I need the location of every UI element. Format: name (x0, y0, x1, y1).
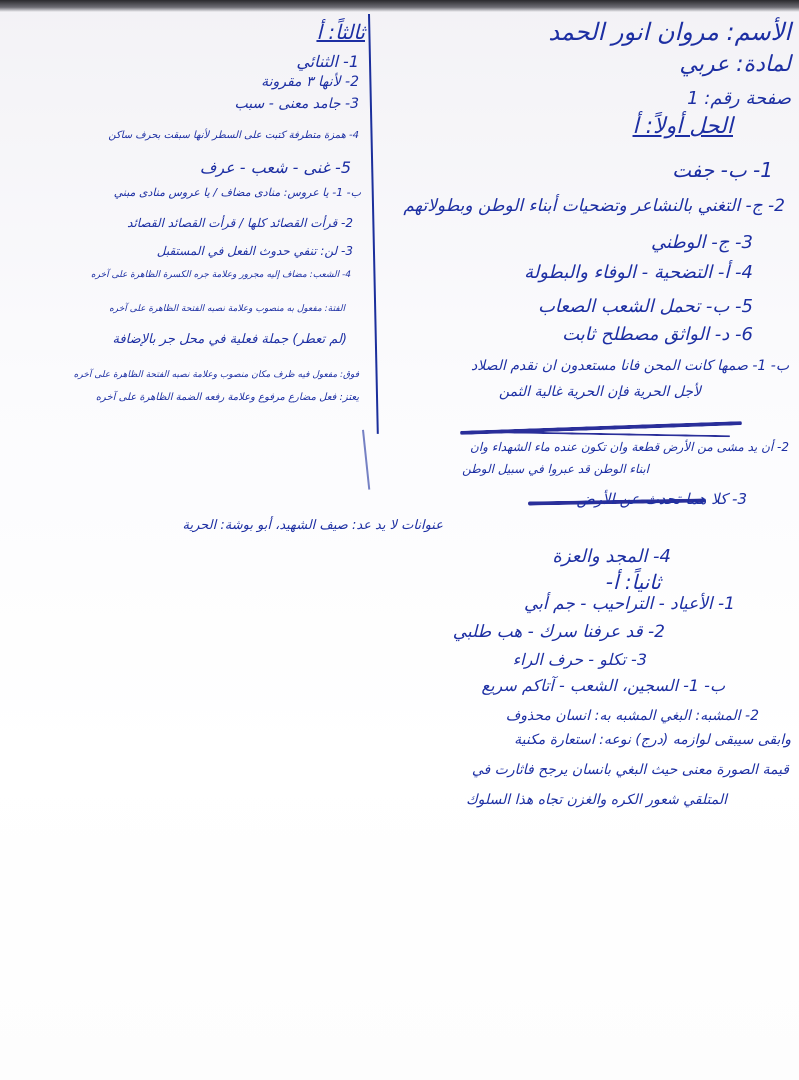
student-name: الأسم: مروان انور الحمد (548, 18, 791, 46)
grammar-answer-line: 1- الثنائي (296, 52, 359, 71)
answer-line: 3- ج- الوطني (650, 232, 753, 253)
section-second-title: ثانياً: أ- (605, 570, 661, 594)
answer-line: 2- قد عرفنا سرك - هب طلبي (452, 622, 665, 642)
column-divider-line (368, 14, 379, 434)
answer-line: 4- أ- التضحية - الوفاء والبطولة (524, 262, 753, 283)
crossed-out-scribble (470, 431, 730, 438)
grammar-answer-line: 3- جامد معنى - سبب (234, 96, 359, 112)
answer-line: 2- المشبه: البغي المشبه به: انسان محذوف (505, 708, 759, 724)
grammar-answer-line: ب- 1- يا عروس: منادى مضاف / يا عروس منادى مبني (113, 186, 361, 199)
answer-line: عنوانات لا يد عد: صيف الشهيد، أبو بوشة: الحرية (182, 518, 443, 533)
grammar-answer-line: 4- الشعب: مضاف إليه مجرور وعلامة جره الكسرة الظاهرة على آخره (90, 270, 351, 280)
section-first-title: الحل أولاً: أ (632, 114, 733, 139)
answer-line: 4- المجد والعزة (552, 546, 671, 567)
answer-line: 1- ب- جفت (672, 158, 773, 182)
answer-line: 2- ج- التغني بالنشاعر وتضحيات أبناء الوطن وبطولاتهم (403, 196, 785, 216)
answer-line: لأجل الحرية فإن الحرية غالية الثمن (498, 384, 701, 400)
grammar-answer-line: 4- همزة متطرفة كتبت على السطر لأنها سبقت بحرف ساكن (108, 130, 359, 141)
grammar-answer-line: يعتز: فعل مضارع مرفوع وعلامة رفعه الضمة الظاهرة على آخره (95, 392, 359, 403)
answer-line: ب- 1- السجين، الشعب - آتاكم سريع (481, 676, 725, 695)
grammar-answer-line: (لم تعطر) جملة فعلية في محل جر بالإضافة (112, 332, 347, 347)
section-third-title: ثالثاً: أ (316, 20, 365, 44)
answer-line: 3- تكلو - حرف الراء (512, 650, 647, 669)
answer-line: المتلقي شعور الكره والغزن تجاه هذا السلوك (466, 792, 727, 808)
answer-line: ابناء الوطن قد عبروا في سبيل الوطن (462, 462, 649, 476)
answer-line: 6- د- الواثق مصطلح ثابت (562, 324, 753, 345)
scan-top-edge (0, 0, 799, 12)
page-number-line: صفحة رقم: 1 (687, 88, 791, 109)
grammar-answer-line: فوق: مفعول فيه ظرف مكان منصوب وعلامة نصبه الفتحة الظاهرة على آخره (73, 370, 359, 380)
grammar-answer-line: 2- قرأت القصائد كلها / قرأت القصائد القصائد (127, 216, 353, 230)
answer-line: 2- أن يد مشى من الأرض قطعة وان تكون عنده ماء الشهداء وان (470, 440, 789, 454)
grammar-answer-line: 2- لأنها ٣ مقرونة (261, 74, 359, 90)
grammar-answer-line: 5- غنى - شعب - عرف (199, 158, 351, 177)
answer-line: 5- ب- تحمل الشعب الصعاب (537, 296, 753, 317)
grammar-answer-line: الفتة: مفعول به منصوب وعلامة نصبه الفتحة الظاهرة على آخره (109, 304, 345, 314)
answer-line: 1- الأعياد - التراحيب - جم أبي (523, 594, 735, 614)
subject-line: لمادة: عربي (679, 52, 791, 77)
column-divider-tail (362, 430, 370, 490)
grammar-answer-line: 3- لن: تنفي حدوث الفعل في المستقبل (156, 244, 353, 258)
answer-line: وابقى سيبقى لوازمه (درج) نوعه: استعارة مكنية (514, 732, 791, 748)
answer-line: ب- 1- صمها كانت المحن فانا مستعدون ان نقدم الصلاد (470, 358, 789, 374)
answer-line: 3- كلا هما تحدث عن الأرض (576, 490, 747, 508)
answer-line: قيمة الصورة معنى حيث البغي بانسان يرجح فاثارت في (471, 762, 789, 778)
